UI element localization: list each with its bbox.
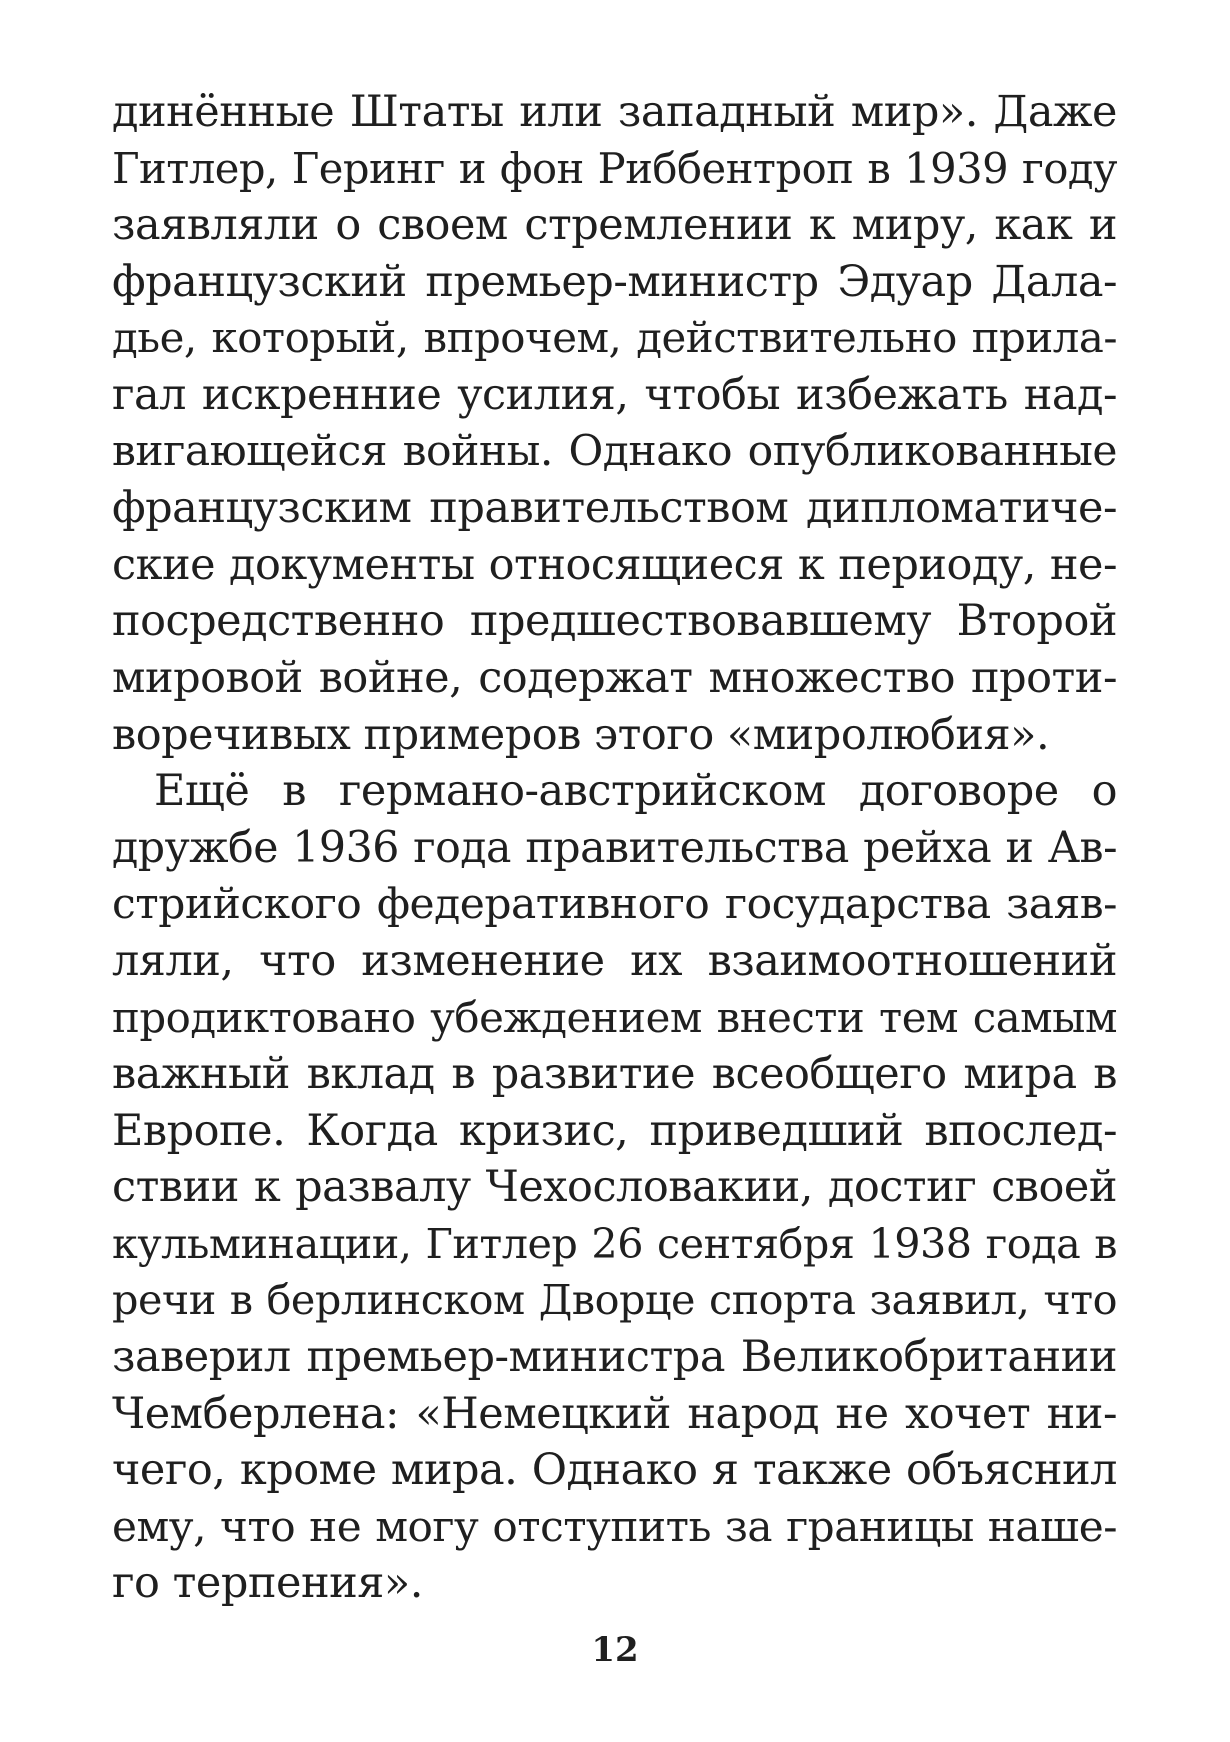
text-line: динённые Штаты или западный мир». Даже — [112, 87, 1117, 137]
text-line: ляли, что изменение их взаимоотношений — [112, 935, 1117, 986]
text-line: продиктовано убеждением внести тем самым — [112, 992, 1117, 1042]
text-line: речи в берлинском Дворце спорта заявил, что — [112, 1276, 1117, 1325]
text-line: посредственно предшествовавшему Второй — [112, 596, 1117, 647]
text-line: мировой войне, содержат множество проти- — [112, 652, 1117, 703]
paragraph-first-line: Ещё в германо-австрийском договоре о — [154, 766, 1117, 817]
text-line: ему, что не могу отступить за границы наше- — [112, 1501, 1117, 1551]
text-line: стрийского федеративного государства заяв- — [112, 879, 1117, 929]
text-line: чего, кроме мира. Однако я также объяснил — [112, 1445, 1117, 1496]
page-number: 12 — [591, 1630, 639, 1670]
text-line: Европе. Когда кризис, приведший впослед- — [112, 1105, 1117, 1156]
body-text — [112, 84, 1117, 1612]
text-line: го терпения». — [112, 1558, 423, 1609]
text-line: заверил премьер-министра Великобритании — [112, 1332, 1117, 1383]
text-line: кульминации, Гитлер 26 сентября 1938 года в — [112, 1219, 1117, 1268]
text-line: Гитлер, Геринг и фон Риббентроп в 1939 году — [112, 143, 1117, 193]
text-line: воречивых примеров этого «миролюбия». — [112, 709, 1050, 760]
text-line: гал искренние усилия, чтобы избежать над- — [112, 369, 1117, 420]
text-line: французский премьер-министр Эдуар Дала- — [112, 256, 1117, 307]
text-line: ствии к развалу Чехословакии, достиг своей — [112, 1162, 1117, 1213]
text-line: французским правительством дипломатиче- — [112, 483, 1117, 534]
text-line: заявляли о своем стремлении к миру, как и — [112, 200, 1117, 251]
text-line: дружбе 1936 года правительства рейха и Ав- — [112, 822, 1117, 873]
text-line: вигающейся войны. Однако опубликованные — [112, 426, 1117, 476]
text-line: дье, который, впрочем, действительно прила- — [112, 313, 1117, 363]
text-line: важный вклад в развитие всеобщего мира в — [112, 1049, 1117, 1100]
text-line: Чемберлена: «Немецкий народ не хочет ни- — [112, 1388, 1117, 1439]
text-line: ские документы относящиеся к периоду, не- — [112, 539, 1117, 590]
